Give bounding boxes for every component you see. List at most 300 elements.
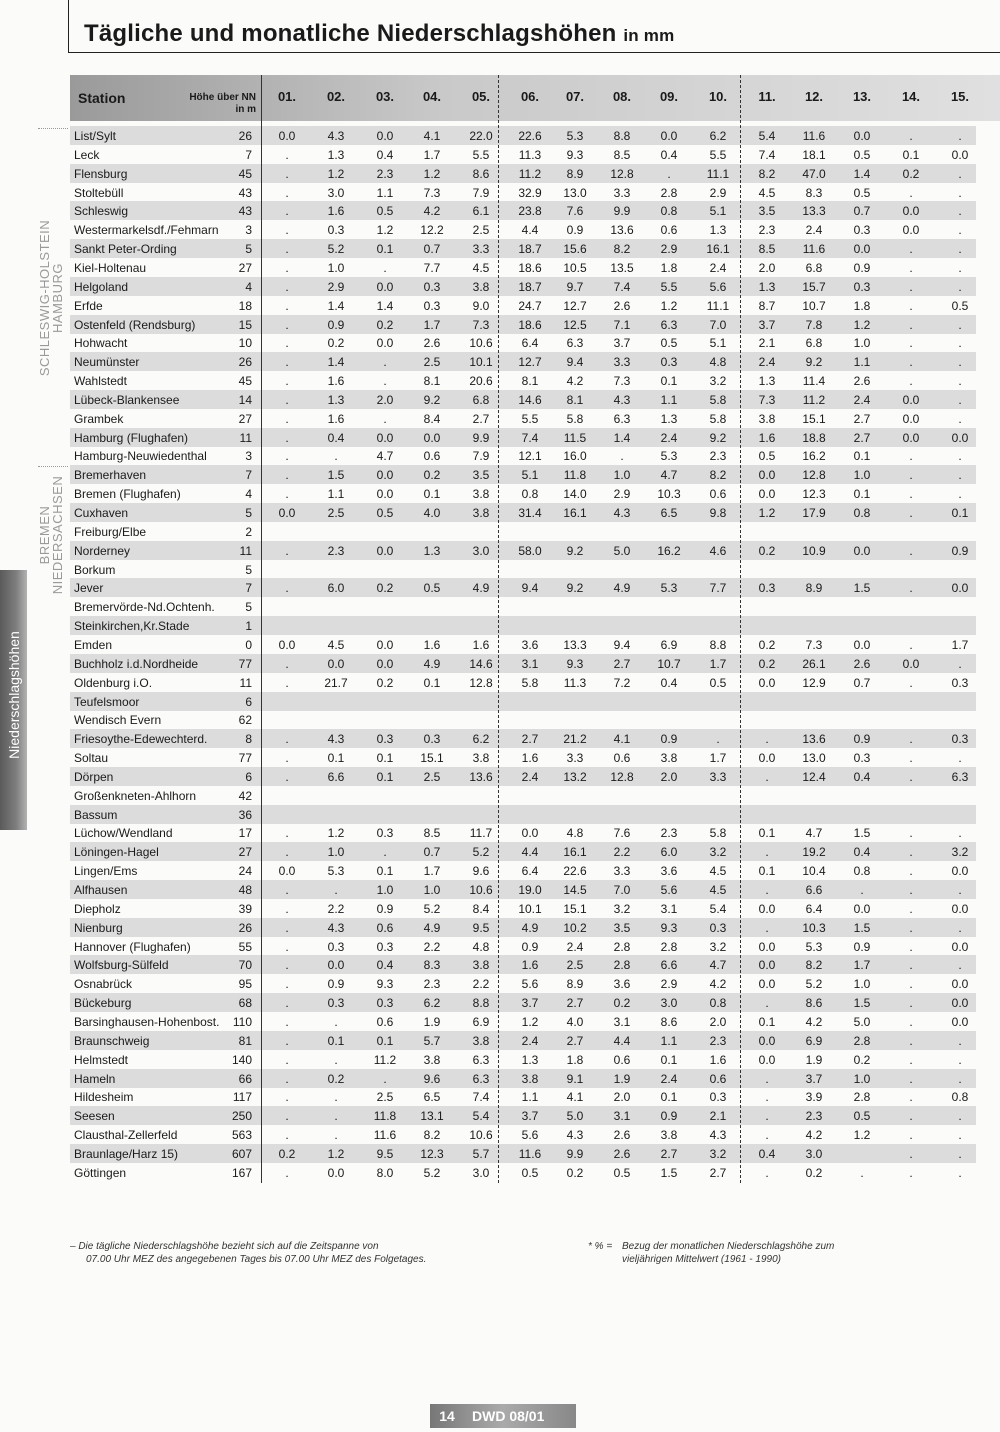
- precip-value-day-13: 1.0: [853, 336, 871, 351]
- precip-value-day-9: 6.3: [660, 317, 678, 332]
- precip-value-day-3: 2.3: [376, 166, 394, 181]
- table-row: [70, 315, 976, 334]
- precip-value-day-5: 3.3: [472, 242, 490, 257]
- precip-value-day-11: 0.1: [758, 826, 776, 841]
- precip-value-day-7: 4.1: [566, 1090, 584, 1105]
- precip-value-day-4: 0.0: [423, 430, 441, 445]
- precip-value-day-6: 5.6: [521, 977, 539, 992]
- precip-value-day-5: 3.0: [472, 543, 490, 558]
- precip-value-day-14: 0.2: [902, 166, 920, 181]
- precip-value-day-6: 18.7: [518, 242, 542, 257]
- precip-value-day-2: 1.3: [327, 147, 345, 162]
- station-name: Westermarkelsdf./Fehmarn: [74, 223, 219, 238]
- precip-value-day-2: 2.9: [327, 279, 345, 294]
- footnote-left-line1: – Die tägliche Niederschlagshöhe bezieht sich auf die Zeitspanne von: [70, 1241, 379, 1252]
- precip-value-day-15: .: [958, 336, 962, 351]
- precip-value-day-11: 0.2: [758, 656, 776, 671]
- precip-value-day-8: 4.3: [613, 506, 631, 520]
- precip-value-day-3: .: [383, 1071, 387, 1086]
- station-name: Barsinghausen-Hohenbost.: [74, 1014, 220, 1029]
- precip-value-day-4: 1.7: [423, 864, 441, 879]
- precip-value-day-6: 10.1: [518, 901, 542, 916]
- region-label-bremen-niedersachsen: [36, 470, 66, 600]
- precip-value-day-14: .: [909, 977, 913, 992]
- station-elevation: 11: [239, 675, 252, 690]
- precip-value-day-6: 4.9: [521, 920, 539, 935]
- table-row: [70, 239, 976, 258]
- station-name: Schleswig: [74, 204, 129, 219]
- precip-value-day-4: 8.2: [423, 1128, 441, 1143]
- precip-value-day-7: 15.6: [563, 242, 587, 257]
- precip-value-day-10: 0.5: [709, 675, 727, 690]
- precip-value-day-9: 1.1: [660, 1033, 678, 1048]
- precip-value-day-12: 8.3: [805, 185, 823, 200]
- precip-value-day-15: 0.0: [951, 996, 969, 1011]
- precip-value-day-7: 8.9: [566, 977, 584, 992]
- precip-value-day-10: 2.3: [709, 449, 727, 464]
- precip-value-day-15: .: [958, 883, 962, 897]
- title-unit: in mm: [623, 26, 675, 45]
- header-day-4: 04.: [422, 89, 442, 104]
- precip-value-day-15: .: [958, 374, 962, 389]
- precip-value-day-10: 2.3: [709, 1033, 727, 1048]
- precip-value-day-12: 6.4: [805, 901, 823, 916]
- header-day-5: 05.: [471, 89, 491, 104]
- precip-value-day-11: 1.3: [758, 374, 776, 389]
- precip-value-day-3: 0.1: [376, 864, 394, 879]
- precip-value-day-12: 10.4: [802, 864, 826, 879]
- station-elevation: 17: [238, 826, 252, 841]
- precip-value-day-11: 1.6: [758, 430, 776, 445]
- station-elevation: 48: [238, 883, 252, 897]
- publication-label: DWD 08/01: [472, 1408, 545, 1424]
- table-row: [70, 465, 976, 484]
- precip-value-day-3: .: [383, 845, 387, 860]
- precip-value-day-10: 4.6: [709, 543, 727, 558]
- precip-value-day-14: .: [909, 298, 913, 313]
- precip-value-day-2: 0.0: [327, 958, 345, 973]
- station-elevation: 43: [238, 204, 252, 219]
- precip-value-day-13: 5.0: [853, 1014, 871, 1029]
- precip-value-day-15: .: [958, 751, 962, 766]
- precip-value-day-12: 3.0: [805, 1146, 823, 1161]
- precip-value-day-10: 3.2: [709, 374, 727, 389]
- station-name: Lübeck-Blankensee: [74, 392, 180, 407]
- precip-value-day-14: .: [909, 1128, 913, 1143]
- station-elevation: 0: [245, 637, 252, 652]
- precip-value-day-6: 5.8: [521, 675, 539, 690]
- precip-value-day-12: 3.9: [805, 1090, 823, 1105]
- precip-value-day-5: 11.7: [469, 826, 493, 841]
- table-row: [70, 277, 976, 296]
- station-elevation: 45: [238, 166, 252, 181]
- precip-value-day-4: 9.6: [423, 1071, 441, 1086]
- precip-value-day-15: .: [958, 1109, 962, 1124]
- station-name: Clausthal-Zellerfeld: [74, 1128, 178, 1143]
- precip-value-day-2: 0.0: [327, 1165, 345, 1180]
- precip-value-day-4: 12.3: [420, 1146, 444, 1161]
- station-name: Bremerhaven: [74, 468, 147, 483]
- table-row: [70, 428, 976, 447]
- precip-value-day-14: .: [909, 1071, 913, 1086]
- header-day-6: 06.: [520, 89, 540, 104]
- precip-value-day-10: .: [716, 732, 720, 747]
- precip-value-day-8: 8.8: [613, 129, 631, 143]
- precip-value-day-6: 0.9: [521, 939, 539, 954]
- precip-value-day-11: 0.0: [758, 1052, 776, 1067]
- precip-value-day-10: 9.8: [709, 506, 727, 520]
- precip-value-day-3: 0.0: [376, 336, 394, 351]
- precip-value-day-15: 0.0: [951, 864, 969, 879]
- footnote-left: [70, 1240, 510, 1266]
- precip-value-day-6: 7.4: [521, 430, 539, 445]
- precip-value-day-13: 0.3: [853, 751, 871, 766]
- precip-value-day-1: .: [285, 1014, 289, 1029]
- precip-value-day-14: .: [909, 355, 913, 370]
- table-row: [70, 880, 976, 899]
- table-row: [70, 390, 976, 409]
- precip-value-day-13: 0.0: [853, 543, 871, 558]
- precip-value-day-6: 11.3: [518, 147, 542, 162]
- precip-value-day-8: 1.9: [613, 1071, 631, 1086]
- precip-value-day-8: 7.1: [613, 317, 631, 332]
- precip-value-day-4: 3.8: [423, 1052, 441, 1067]
- header-elevation-line1: Höhe über NN: [189, 92, 256, 103]
- station-elevation: 10: [238, 336, 252, 351]
- precip-value-day-10: 5.5: [709, 147, 727, 162]
- precip-value-day-8: 0.6: [613, 751, 631, 766]
- precip-value-day-5: 13.6: [469, 769, 493, 784]
- station-name: Wendisch Evern: [74, 713, 162, 728]
- station-elevation: 5: [245, 506, 252, 520]
- precip-value-day-5: 3.8: [472, 958, 490, 973]
- precip-value-day-7: 5.0: [566, 1109, 584, 1124]
- header-day-2: 02.: [326, 89, 346, 104]
- precip-value-day-5: 7.9: [472, 449, 490, 464]
- table-row: [70, 1012, 976, 1031]
- precip-value-day-4: 12.2: [420, 223, 444, 238]
- precip-value-day-9: 5.3: [660, 449, 678, 464]
- precip-value-day-13: 0.0: [853, 637, 871, 652]
- station-name: Wolfsburg-Sülfeld: [74, 958, 169, 973]
- precip-value-day-8: 2.6: [613, 298, 631, 313]
- precip-value-day-10: 2.0: [709, 1014, 727, 1029]
- precip-value-day-3: 1.1: [376, 185, 394, 200]
- precip-value-day-1: .: [285, 920, 289, 935]
- precip-value-day-13: 0.5: [853, 1109, 871, 1124]
- precip-value-day-10: 0.6: [709, 487, 727, 502]
- precip-value-day-14: .: [909, 883, 913, 897]
- precip-value-day-9: 6.6: [660, 958, 678, 973]
- precip-value-day-3: 0.1: [376, 242, 394, 257]
- precip-value-day-13: 1.8: [853, 298, 871, 313]
- precip-value-day-8: 4.3: [613, 392, 631, 407]
- precip-value-day-9: 1.3: [660, 411, 678, 426]
- precip-value-day-8: 7.2: [613, 675, 631, 690]
- precip-value-day-13: 2.8: [853, 1033, 871, 1048]
- page-number: 14: [439, 1408, 455, 1424]
- precip-value-day-4: 4.9: [423, 920, 441, 935]
- precip-value-day-15: .: [958, 317, 962, 332]
- station-elevation: 26: [238, 129, 252, 143]
- precip-value-day-15: 0.0: [951, 581, 969, 596]
- table-row: [70, 503, 976, 522]
- precip-value-day-12: 18.8: [802, 430, 826, 445]
- precip-value-day-6: 3.7: [521, 996, 539, 1011]
- precip-value-day-7: 2.5: [566, 958, 584, 973]
- precip-value-day-8: 2.6: [613, 1146, 631, 1161]
- precip-value-day-15: 6.3: [951, 769, 969, 784]
- precip-value-day-5: 6.2: [472, 732, 490, 747]
- precip-value-day-3: 0.0: [376, 430, 394, 445]
- precip-value-day-15: .: [958, 920, 962, 935]
- precip-value-day-10: 7.0: [709, 317, 727, 332]
- station-elevation: 77: [238, 656, 252, 671]
- precip-value-day-1: 0.0: [278, 506, 296, 520]
- precip-value-day-7: 9.3: [566, 147, 584, 162]
- station-elevation: 563: [231, 1128, 252, 1143]
- station-name: List/Sylt: [74, 129, 117, 143]
- precip-value-day-14: .: [909, 864, 913, 879]
- precip-value-day-6: 5.5: [521, 411, 539, 426]
- precip-value-day-8: 4.4: [613, 1033, 631, 1048]
- precip-value-day-14: .: [909, 920, 913, 935]
- precip-value-day-9: 0.1: [660, 1090, 678, 1105]
- precip-value-day-5: 6.3: [472, 1052, 490, 1067]
- precip-value-day-11: .: [765, 1109, 769, 1124]
- precip-value-day-15: .: [958, 204, 962, 219]
- precip-value-day-9: 0.9: [660, 1109, 678, 1124]
- precip-value-day-9: 0.4: [660, 675, 678, 690]
- precip-value-day-7: 16.1: [563, 506, 587, 520]
- precip-value-day-5: 5.4: [472, 1109, 490, 1124]
- table-row: [70, 597, 976, 616]
- precip-value-day-6: 6.4: [521, 336, 539, 351]
- precip-value-day-15: .: [958, 260, 962, 275]
- precip-value-day-14: .: [909, 468, 913, 483]
- precip-value-day-9: 10.7: [657, 656, 681, 671]
- precip-value-day-5: 4.5: [472, 260, 490, 275]
- station-elevation: 110: [232, 1014, 252, 1029]
- station-name: Norderney: [74, 543, 131, 558]
- precip-value-day-1: 0.0: [278, 129, 296, 143]
- precip-value-day-4: 1.6: [423, 637, 441, 652]
- precip-value-day-1: .: [285, 147, 289, 162]
- precip-value-day-2: 0.4: [327, 430, 345, 445]
- precip-value-day-3: 0.3: [376, 939, 394, 954]
- precip-value-day-14: .: [909, 1052, 913, 1067]
- precip-value-day-7: 7.6: [566, 204, 584, 219]
- precip-value-day-1: .: [285, 996, 289, 1011]
- table-row: [70, 522, 976, 541]
- precip-value-day-6: 32.9: [518, 185, 542, 200]
- precip-value-day-14: .: [909, 336, 913, 351]
- precip-value-day-3: 0.2: [376, 675, 394, 690]
- precip-value-day-11: 0.0: [758, 939, 776, 954]
- station-elevation: 55: [238, 939, 252, 954]
- station-elevation: 140: [231, 1052, 252, 1067]
- precip-value-day-12: 1.9: [805, 1052, 823, 1067]
- precip-value-day-15: 3.2: [951, 845, 969, 860]
- precip-value-day-1: .: [285, 845, 289, 860]
- precip-value-day-12: 8.2: [805, 958, 823, 973]
- precip-value-day-14: .: [909, 279, 913, 294]
- precip-value-day-7: 9.1: [566, 1071, 584, 1086]
- precip-value-day-15: .: [958, 468, 962, 483]
- table-row: [70, 145, 976, 164]
- precip-value-day-2: 1.4: [327, 355, 345, 370]
- table-row: [70, 352, 976, 371]
- precip-value-day-1: .: [285, 204, 289, 219]
- precip-value-day-12: 12.8: [802, 468, 826, 483]
- column-divider: [740, 75, 741, 1183]
- precip-value-day-1: .: [285, 1033, 289, 1048]
- precip-value-day-4: 6.2: [423, 996, 441, 1011]
- region-sh-line1: SCHLESWIG-HOLSTEIN: [37, 219, 53, 377]
- precip-value-day-11: .: [765, 1128, 769, 1143]
- station-name: Stoltebüll: [74, 185, 124, 200]
- precip-value-day-1: .: [285, 411, 289, 426]
- precip-value-day-7: 3.3: [566, 751, 584, 766]
- precip-value-day-11: 1.2: [758, 506, 776, 520]
- precip-value-day-13: 0.4: [853, 845, 871, 860]
- precip-value-day-10: 4.5: [709, 864, 727, 879]
- precip-value-day-2: 1.6: [327, 411, 345, 426]
- precip-value-day-12: 5.3: [805, 939, 823, 954]
- precip-value-day-11: .: [765, 920, 769, 935]
- precip-value-day-10: 4.5: [709, 883, 727, 897]
- precip-value-day-13: 0.1: [853, 487, 871, 502]
- precip-value-day-7: 14.5: [563, 883, 587, 897]
- precip-value-day-1: .: [285, 958, 289, 973]
- precip-value-day-5: 3.5: [472, 468, 490, 483]
- region-sh-line2: HAMBURG: [50, 263, 66, 333]
- station-elevation: 6: [245, 769, 252, 784]
- precip-value-day-2: 0.1: [327, 1033, 345, 1048]
- precip-value-day-1: .: [285, 242, 289, 257]
- station-name: Bassum: [74, 807, 118, 822]
- precip-value-day-11: .: [765, 1090, 769, 1105]
- precip-value-day-5: 4.9: [472, 581, 490, 596]
- footnote-key: * % =: [588, 1241, 613, 1252]
- precip-value-day-1: .: [285, 487, 289, 502]
- precip-value-day-3: 0.3: [376, 826, 394, 841]
- precip-value-day-3: .: [383, 374, 387, 389]
- precip-value-day-8: 13.6: [610, 223, 634, 238]
- precip-value-day-12: 4.2: [805, 1014, 823, 1029]
- precip-value-day-13: 2.4: [853, 392, 871, 407]
- precip-value-day-10: 5.1: [709, 336, 727, 351]
- precip-value-day-4: 9.2: [423, 392, 441, 407]
- precip-value-day-1: .: [285, 1052, 289, 1067]
- precip-value-day-2: 0.3: [327, 939, 345, 954]
- precip-value-day-5: 2.2: [472, 977, 490, 992]
- precip-value-day-1: .: [285, 977, 289, 992]
- precip-value-day-1: .: [285, 279, 289, 294]
- precip-value-day-5: 2.5: [472, 223, 490, 238]
- precip-value-day-2: 6.0: [327, 581, 345, 596]
- precip-value-day-13: 2.6: [853, 374, 871, 389]
- precip-value-day-13: .: [860, 1165, 864, 1180]
- precip-value-day-13: 0.8: [853, 506, 871, 520]
- station-elevation: 5: [245, 562, 252, 577]
- precip-value-day-9: 0.5: [660, 336, 678, 351]
- precip-value-day-13: 2.8: [853, 1090, 871, 1105]
- station-name: Ostenfeld (Rendsburg): [74, 317, 196, 332]
- precip-value-day-5: 3.8: [472, 279, 490, 294]
- station-elevation: 250: [231, 1109, 252, 1124]
- precip-value-day-9: 10.3: [657, 487, 681, 502]
- precip-value-day-10: 1.7: [709, 656, 727, 671]
- precip-value-day-2: .: [334, 1052, 338, 1067]
- precip-value-day-4: 1.9: [423, 1014, 441, 1029]
- precip-value-day-14: .: [909, 1146, 913, 1161]
- precip-value-day-3: 0.0: [376, 279, 394, 294]
- precip-value-day-3: 4.7: [376, 449, 394, 464]
- precip-value-day-2: .: [334, 1109, 338, 1124]
- station-name: Jever: [74, 581, 104, 596]
- precip-value-day-6: 3.7: [521, 1109, 539, 1124]
- precip-value-day-9: 0.6: [660, 223, 678, 238]
- precip-value-day-15: 0.0: [951, 901, 969, 916]
- table-row: [70, 484, 976, 503]
- precip-value-day-15: .: [958, 166, 962, 181]
- precip-value-day-14: 0.1: [902, 147, 920, 162]
- precip-value-day-1: 0.0: [278, 637, 296, 652]
- table-row: [70, 446, 976, 465]
- precip-value-day-9: 1.5: [660, 1165, 678, 1180]
- precip-value-day-1: .: [285, 901, 289, 916]
- precip-value-day-6: 14.6: [518, 392, 542, 407]
- station-elevation: 42: [238, 788, 252, 803]
- station-name: Soltau: [74, 751, 109, 766]
- precip-value-day-7: 8.9: [566, 166, 584, 181]
- precip-value-day-12: 6.6: [805, 883, 823, 897]
- precip-value-day-7: 4.8: [566, 826, 584, 841]
- precip-value-day-7: 0.2: [566, 1165, 584, 1180]
- precip-value-day-7: 9.2: [566, 581, 584, 596]
- precip-value-day-11: .: [765, 769, 769, 784]
- precip-value-day-7: 21.2: [563, 732, 587, 747]
- page-title: [84, 20, 674, 48]
- precip-value-day-2: 1.6: [327, 374, 345, 389]
- precip-value-day-7: 16.0: [563, 449, 587, 464]
- precip-value-day-10: 0.8: [709, 996, 727, 1011]
- precip-value-day-8: 0.2: [613, 996, 631, 1011]
- precip-value-day-11: 0.2: [758, 637, 776, 652]
- station-elevation: 68: [238, 996, 252, 1011]
- precip-value-day-14: .: [909, 732, 913, 747]
- header-day-12: 12.: [804, 89, 824, 104]
- precip-value-day-2: 6.6: [327, 769, 345, 784]
- precip-value-day-11: 2.4: [758, 355, 776, 370]
- precip-value-day-11: 0.1: [758, 1014, 776, 1029]
- station-name: Wahlstedt: [74, 374, 127, 389]
- precip-value-day-3: 0.1: [376, 751, 394, 766]
- precip-value-day-10: 4.2: [709, 977, 727, 992]
- precip-value-day-15: 0.1: [951, 506, 969, 520]
- precip-value-day-9: 0.1: [660, 1052, 678, 1067]
- precip-value-day-6: 1.6: [521, 958, 539, 973]
- precip-value-day-2: 1.2: [327, 166, 345, 181]
- precip-value-day-7: 4.3: [566, 1128, 584, 1143]
- precip-value-day-12: 8.9: [805, 581, 823, 596]
- precip-value-day-1: .: [285, 392, 289, 407]
- precip-value-day-5: 10.1: [469, 355, 493, 370]
- table-row: [70, 692, 976, 711]
- precip-value-day-4: 0.1: [423, 675, 441, 690]
- precip-value-day-13: 1.5: [853, 920, 871, 935]
